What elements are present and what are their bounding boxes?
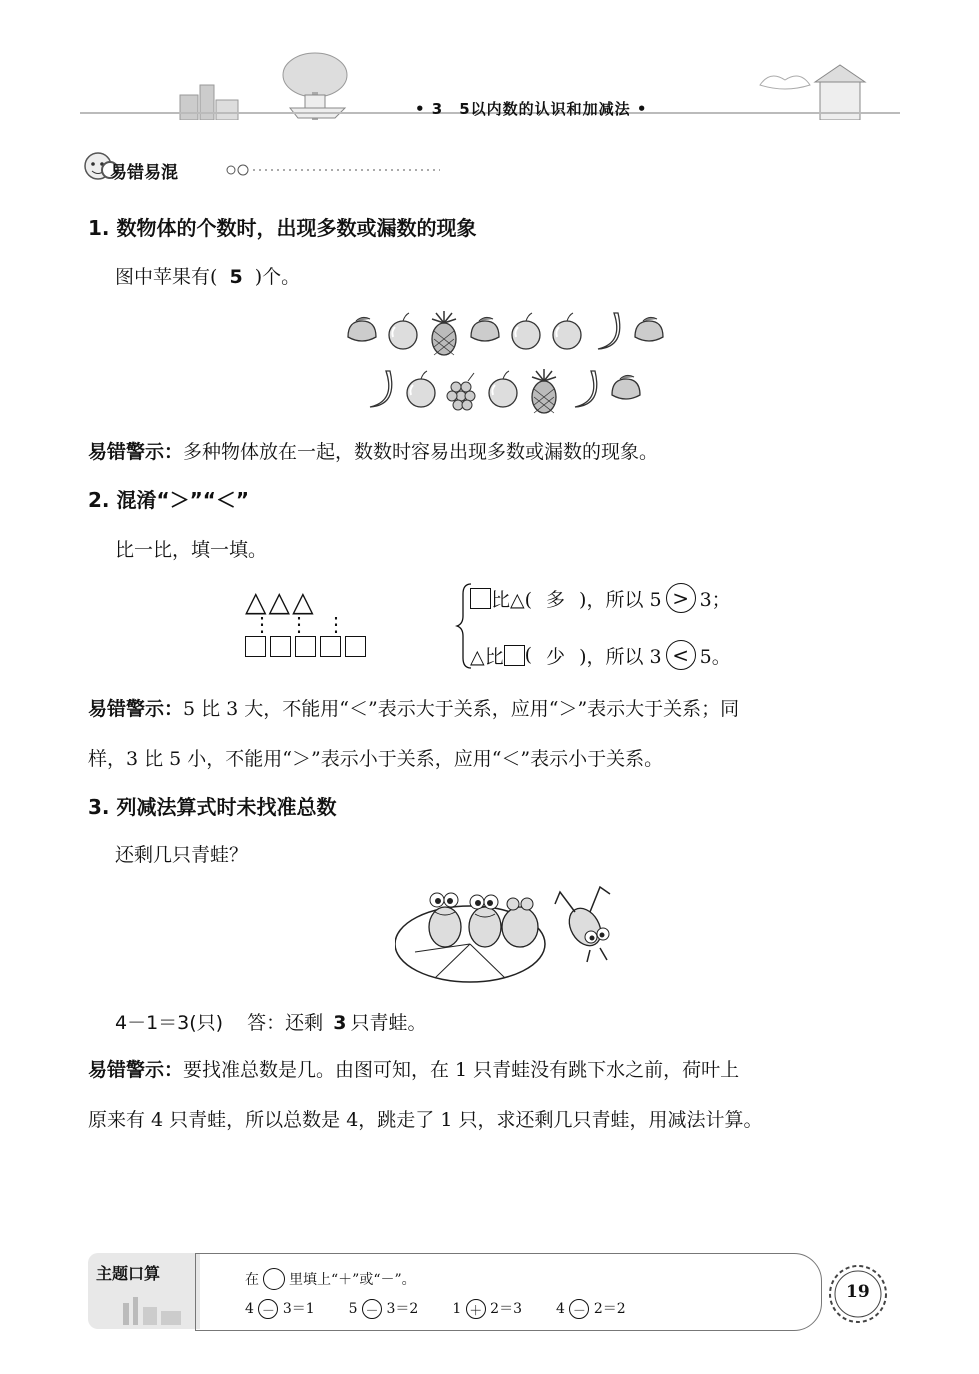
city-skyline-icon xyxy=(93,1293,193,1327)
square xyxy=(270,636,291,657)
banana-icon xyxy=(598,313,620,349)
section-label: 易错易混 xyxy=(110,163,178,183)
answer-less: 少 xyxy=(546,645,566,668)
compare-line-1: 比△( 多 )，所以 5 > 3； xyxy=(470,583,731,613)
apple-icon xyxy=(389,313,417,349)
footer-label-box xyxy=(88,1253,200,1329)
banana-icon xyxy=(575,371,597,407)
footer-exercises xyxy=(245,1298,626,1319)
footer-label: 主题口算 xyxy=(96,1264,161,1283)
item1-question: 图中苹果有( 5 )个。 xyxy=(115,266,301,288)
answer-greater-circle: > xyxy=(666,583,696,613)
pineapple-icon xyxy=(532,369,556,413)
answer-more: 多 xyxy=(546,588,566,611)
item2-instruction: 比一比，填一填。 xyxy=(115,539,268,561)
apple-icon xyxy=(512,313,540,349)
page-number: 19 xyxy=(846,1282,870,1302)
square xyxy=(345,636,366,657)
triangle-row: △△△ xyxy=(245,585,316,618)
footer-exercise-box xyxy=(195,1253,822,1331)
item1-heading: 1. 数物体的个数时，出现多数或漏数的现象 xyxy=(88,216,477,240)
blank-circle xyxy=(263,1268,285,1290)
square-row xyxy=(245,636,366,657)
square xyxy=(320,636,341,657)
apple-icon xyxy=(407,371,435,407)
equation: 4－1＝3(只) xyxy=(115,1012,224,1034)
exercise: 4 － 2＝2 xyxy=(556,1301,626,1319)
answer-number: 3 xyxy=(333,1012,347,1034)
peach-icon xyxy=(612,375,640,399)
grapes-icon xyxy=(447,373,475,410)
exercise: 4 － 3＝1 xyxy=(245,1301,315,1319)
item3-question: 还剩几只青蛙？ xyxy=(115,844,249,866)
item2-warning-1: 易错警示：5 比 3 大，不能用“＜”表示大于关系，应用“＞”表示大于关系；同 xyxy=(88,698,740,720)
exercise: 5 － 3＝2 xyxy=(348,1301,419,1319)
dots-row: ⋮⋮⋮ xyxy=(252,612,363,636)
compare-line-2: △比 ( 少 )，所以 3 < 5。 xyxy=(470,640,731,670)
item3-warning-2: 原来有 4 只青蛙，所以总数是 4，跳走了 1 只，求还剩几只青蛙，用减法计算。 xyxy=(88,1109,763,1131)
item3-warning-1: 易错警示：要找准总数是几。由图可知，在 1 只青蛙没有跳下水之前，荷叶上 xyxy=(88,1059,740,1081)
dotted-divider xyxy=(225,163,445,177)
peach-icon xyxy=(348,317,376,341)
answer-less-circle: < xyxy=(666,640,696,670)
peach-icon xyxy=(471,317,499,341)
item2-heading: 2. 混淆“＞”“＜” xyxy=(88,488,250,512)
square xyxy=(295,636,316,657)
item3-answer-line: 4－1＝3(只) 答：还剩 3 只青蛙。 xyxy=(115,1012,427,1034)
apple-icon xyxy=(489,371,517,407)
item1-warning: 易错警示：多种物体放在一起，数数时容易出现多数或漏数的现象。 xyxy=(88,441,659,463)
peach-icon xyxy=(635,317,663,341)
item2-warning-2: 样，3 比 5 小，不能用“＞”表示小于关系，应用“＜”表示小于关系。 xyxy=(88,748,664,770)
banana-icon xyxy=(370,371,392,407)
footer-instruction: 在 里填上“＋”或“－”。 xyxy=(245,1268,416,1290)
item3-heading: 3. 列减法算式时未找准总数 xyxy=(88,795,337,819)
pineapple-icon xyxy=(432,311,456,355)
square xyxy=(470,588,491,609)
fruit-illustration xyxy=(340,305,680,415)
chapter-title: • 3 5以内数的认识和加减法 • xyxy=(415,100,648,118)
square xyxy=(504,645,525,666)
square xyxy=(245,636,266,657)
apple-icon xyxy=(553,313,581,349)
exercise: 1 ＋ 2＝3 xyxy=(452,1301,523,1319)
frogs-on-lily-pad xyxy=(395,882,625,987)
item1-answer: 5 xyxy=(229,266,243,288)
